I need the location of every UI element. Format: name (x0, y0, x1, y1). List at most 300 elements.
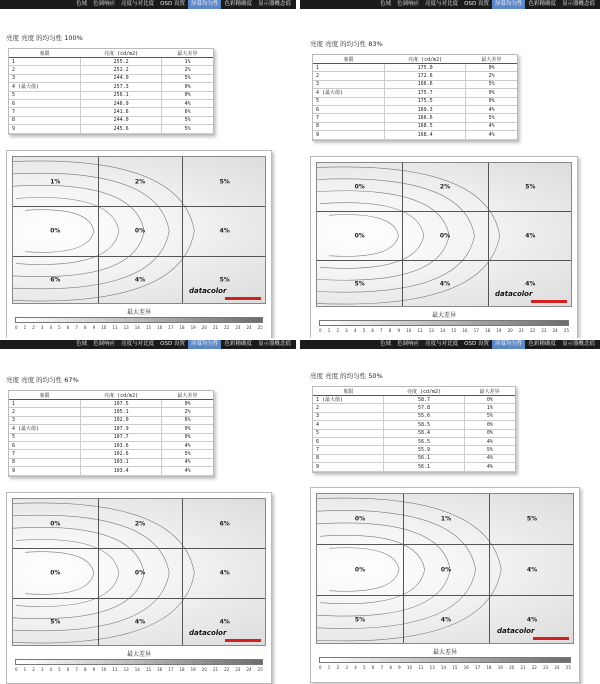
table-cell-q: 3 (313, 80, 385, 88)
scale-segment (65, 318, 75, 322)
grid-vline (488, 163, 489, 306)
table-cell-lum: 245.6 (81, 125, 162, 133)
table-cell-diff: 4% (162, 99, 213, 107)
scale-tick-label: 11 (112, 325, 118, 330)
scale-segment (430, 658, 440, 662)
scale-segment (174, 660, 184, 664)
quadrant-value: 4% (439, 280, 451, 288)
scale-segment (410, 658, 420, 662)
tab-item[interactable]: 色域 (380, 341, 392, 347)
scale-segment (16, 318, 26, 322)
scale-segment (213, 318, 223, 322)
table-cell-lum: 55.6 (384, 412, 464, 420)
table-cell-lum: 169.3 (385, 105, 466, 113)
table-cell-diff: 0% (466, 64, 517, 72)
scale-tick-label: 18 (179, 325, 185, 330)
grid-hline (13, 256, 265, 257)
contour-line (317, 510, 476, 628)
datacolor-logo: datacolor (495, 290, 533, 298)
scale-segment (114, 660, 124, 664)
tab-item[interactable]: 亮度与对比度 (121, 341, 155, 347)
scale-segment (95, 660, 105, 664)
table-cell-diff: 0% (464, 396, 515, 404)
table-cell-q: 9 (313, 463, 384, 471)
table-header-cell: 亮度 (cd/m2) (384, 387, 464, 396)
table-cell-q: 5 (313, 97, 385, 105)
table-cell-q: 2 (313, 404, 384, 412)
scale-segment (36, 660, 46, 664)
scale-segment (154, 318, 164, 322)
scale-tick-label: 17 (475, 665, 481, 670)
table-cell-lum: 255.2 (81, 58, 162, 66)
scale-segment (540, 658, 550, 662)
scale-tick-label: 10 (101, 667, 107, 672)
max-diff-label: 最大差异 (126, 309, 152, 316)
table-cell-q: 2 (313, 72, 385, 80)
scale-tick-label: 16 (463, 665, 469, 670)
scale-segment (233, 318, 243, 322)
scale-tick-label: 0 (15, 325, 18, 330)
table-row (9, 66, 213, 74)
table-header-cell: 最大差异 (162, 391, 213, 400)
max-diff-label: 最大差异 (431, 312, 457, 319)
scale-segment (203, 318, 213, 322)
scale-tick-label: 0 (319, 665, 322, 670)
scale-segment (36, 318, 46, 322)
contour-line (317, 179, 474, 292)
table-header-cell: 亮度 (cd/m2) (81, 49, 162, 58)
uniformity-panel (0, 0, 296, 338)
contour-line (317, 523, 450, 616)
quadrant-value: 0% (354, 232, 365, 239)
table-cell-lum: 172.6 (385, 72, 466, 80)
scale-segment (85, 318, 95, 322)
tab-item[interactable]: 屏幕均匀性 (492, 0, 526, 9)
tab-item[interactable]: 色彩精确度 (224, 341, 252, 347)
datacolor-logo: datacolor (189, 629, 227, 637)
table-cell-diff: 1% (162, 58, 213, 66)
tab-item[interactable]: 亮度与对比度 (121, 1, 155, 7)
scale-segment (124, 660, 134, 664)
table-cell-q: 3 (9, 416, 81, 424)
gray-scale-bar (15, 317, 263, 323)
table-row (313, 64, 517, 72)
scale-tick-label: 3 (345, 328, 348, 333)
scale-segment (193, 660, 203, 664)
scale-segment (223, 318, 233, 322)
tab-item[interactable]: 显示器概念值 (257, 1, 291, 7)
scale-tick-label: 22 (224, 667, 230, 672)
uniformity-panel (300, 340, 600, 684)
scale-segment (183, 318, 193, 322)
quadrant-value: 0% (50, 227, 61, 235)
tab-item[interactable]: OSD 设置 (160, 1, 185, 7)
table-row (313, 396, 515, 404)
table-cell-diff: 5% (464, 446, 515, 454)
scale-segment (510, 658, 520, 662)
tab-item[interactable]: 亮度与对比度 (425, 1, 459, 7)
table-cell-q: 2 (9, 66, 81, 74)
scale-segment (489, 321, 499, 325)
tab-item[interactable]: 色域 (76, 1, 88, 7)
grid-vline (182, 157, 183, 303)
scale-tick-label: 18 (179, 667, 185, 672)
table-cell-diff: 0% (162, 83, 213, 91)
scale-tick-label: 8 (388, 328, 392, 333)
table-row (9, 83, 213, 91)
table-cell-lum: 102.0 (81, 416, 162, 424)
table-cell-diff: 5% (162, 74, 213, 82)
table-cell-q: 4 (最大值) (9, 83, 81, 91)
scale-tick-label: 20 (507, 328, 513, 333)
table-cell-lum: 168.5 (385, 122, 466, 130)
tab-list (377, 340, 598, 349)
scale-tick-label: 10 (101, 325, 107, 330)
scale-segment (213, 660, 223, 664)
table-cell-lum: 166.6 (385, 80, 466, 88)
table-cell-lum: 56.5 (384, 437, 464, 445)
scale-tick-label: 17 (473, 328, 479, 333)
scale-segment (183, 660, 193, 664)
scale-ticks (15, 667, 263, 672)
table-cell-lum: 252.2 (81, 66, 162, 74)
table-cell-diff: 5% (162, 116, 213, 124)
scale-tick-label: 4 (49, 667, 53, 672)
quadrant-value: 0% (50, 520, 61, 528)
scale-ticks (319, 665, 571, 670)
scale-tick-label: 2 (32, 325, 35, 330)
table-cell-diff: 4% (464, 437, 515, 445)
scale-segment (558, 321, 568, 325)
quadrant-value: 4% (440, 616, 452, 624)
quadrant-value: 5% (525, 183, 536, 191)
table-cell-lum: 166.6 (385, 114, 466, 122)
table-cell-q: 3 (313, 412, 384, 420)
scale-tick-label: 7 (75, 667, 78, 672)
table-cell-q: 9 (9, 467, 81, 475)
table-row (9, 433, 213, 441)
scale-segment (164, 318, 174, 322)
table-row (9, 408, 213, 416)
scale-segment (340, 321, 350, 325)
scale-tick-label: 1 (327, 328, 331, 333)
table-cell-diff: 4% (466, 122, 517, 130)
quadrant-value: 0% (50, 569, 61, 577)
grid-hline (317, 260, 571, 261)
logo-bar (531, 300, 567, 303)
scale-tick-label: 8 (84, 667, 87, 672)
scale-tick-label: 18 (486, 665, 492, 670)
scale-segment (479, 321, 489, 325)
scale-segment (350, 321, 360, 325)
table-cell-diff: 5% (162, 450, 213, 458)
tab-list (73, 340, 294, 349)
table-row (9, 58, 213, 66)
table-cell-lum: 103.4 (81, 467, 162, 475)
luminance-table (313, 55, 517, 140)
scale-tick-label: 24 (246, 325, 252, 330)
scale-tick-label: 5 (58, 325, 61, 330)
tab-item[interactable]: 屏幕均匀性 (188, 340, 222, 349)
scale-tick-label: 25 (563, 328, 569, 333)
quadrant-value: 0% (440, 566, 452, 573)
scale-tick-label: 22 (530, 328, 536, 333)
table-row (313, 412, 515, 420)
table-row (9, 450, 213, 458)
tab-item[interactable]: 色调响应 (93, 341, 116, 347)
tab-item[interactable]: 色调响应 (397, 1, 420, 7)
table-cell-lum: 168.4 (385, 131, 466, 139)
tab-item[interactable]: 屏幕均匀性 (492, 340, 526, 349)
scale-segment (419, 321, 429, 325)
tab-item[interactable]: 显示器概念值 (561, 1, 595, 7)
tab-item[interactable]: 色域 (76, 341, 88, 347)
scale-segment (440, 658, 450, 662)
quadrant-table (8, 390, 214, 477)
scale-segment (330, 658, 340, 662)
scale-segment (548, 321, 558, 325)
scale-tick-label: 25 (257, 667, 263, 672)
scale-tick-label: 7 (380, 665, 384, 670)
tab-item[interactable]: 色彩精确度 (224, 1, 252, 7)
scale-tick-label: 15 (451, 328, 457, 333)
scale-segment (460, 658, 470, 662)
tab-item[interactable]: 色彩精确度 (528, 341, 556, 347)
scale-tick-label: 10 (406, 328, 412, 333)
scale-tick-label: 1 (23, 325, 27, 330)
scale-tick-label: 14 (134, 667, 140, 672)
scale-segment (480, 658, 490, 662)
tab-item[interactable]: 色调响应 (93, 1, 116, 7)
scale-tick-label: 13 (428, 328, 434, 333)
tab-list (73, 0, 294, 9)
scale-tick-label: 24 (246, 667, 252, 672)
uniformity-map (6, 150, 272, 338)
scale-segment (360, 321, 370, 325)
table-cell-lum: 58.5 (384, 421, 464, 429)
scale-segment (223, 660, 233, 664)
table-cell-diff: 0% (162, 433, 213, 441)
table-row (313, 429, 515, 437)
scale-segment (114, 318, 124, 322)
scale-segment (429, 321, 439, 325)
scale-tick-label: 19 (496, 328, 502, 333)
grid-vline (182, 499, 183, 645)
table-cell-diff: 4% (162, 458, 213, 466)
scale-tick-label: 21 (212, 667, 219, 672)
table-row (9, 400, 213, 408)
scale-tick-label: 6 (371, 328, 374, 333)
table-cell-diff: 4% (162, 467, 213, 475)
table-cell-diff: 2% (466, 72, 517, 80)
scale-tick-label: 17 (168, 325, 174, 330)
table-cell-q: 1 (313, 64, 385, 72)
table-row (313, 80, 517, 88)
table-header-row (313, 387, 515, 396)
table-cell-lum: 244.0 (81, 74, 162, 82)
scale-segment (550, 658, 560, 662)
scale-tick-label: 16 (462, 328, 468, 333)
table-cell-lum: 241.6 (81, 108, 162, 116)
table-cell-lum: 58.7 (384, 396, 464, 404)
contour-line (13, 503, 194, 643)
contour-line (13, 173, 169, 289)
scale-tick-label: 18 (485, 328, 491, 333)
table-cell-q: 7 (9, 108, 81, 116)
scale-tick-label: 13 (429, 665, 435, 670)
panel-title: 亮度 亮度 的均匀性 67% (6, 376, 79, 384)
heatmap-grid (12, 498, 266, 646)
scale-segment (252, 660, 262, 664)
scale-segment (320, 658, 330, 662)
table-row (9, 425, 213, 433)
table-cell-q: 8 (9, 458, 81, 466)
scale-tick-label: 14 (134, 325, 140, 330)
tab-item[interactable]: 色调响应 (397, 341, 420, 347)
quadrant-value: 0% (134, 569, 146, 577)
table-cell-q: 7 (313, 446, 384, 454)
table-cell-lum: 55.9 (384, 446, 464, 454)
quadrant-value: 4% (526, 566, 538, 573)
table-cell-diff: 0% (464, 421, 515, 429)
scale-segment (242, 660, 252, 664)
scale-segment (134, 660, 144, 664)
table-cell-q: 3 (9, 74, 81, 82)
table-header-cell: 最大差异 (162, 49, 213, 58)
table-cell-q: 6 (313, 437, 384, 445)
quadrant-value: 4% (134, 618, 146, 626)
scale-segment (370, 321, 380, 325)
scale-segment (85, 660, 95, 664)
table-row (9, 125, 213, 133)
scale-tick-label: 5 (362, 665, 366, 670)
contour-line (320, 203, 424, 269)
grid-vline (98, 157, 99, 303)
contour-line (13, 515, 169, 631)
uniformity-map (310, 487, 580, 683)
tab-item[interactable]: 色域 (380, 1, 392, 7)
scale-tick-label: 4 (49, 325, 53, 330)
tab-item[interactable]: OSD 设置 (464, 341, 489, 347)
quadrant-table (312, 54, 518, 141)
scale-tick-label: 20 (509, 665, 515, 670)
tab-item[interactable]: OSD 设置 (160, 341, 185, 347)
tab-item[interactable]: 屏幕均匀性 (188, 0, 222, 9)
tab-item[interactable]: 显示器概念值 (257, 341, 291, 347)
tab-item[interactable]: 色彩精确度 (528, 1, 556, 7)
scale-tick-label: 9 (397, 328, 401, 333)
scale-tick-label: 23 (541, 328, 547, 333)
scale-segment (380, 321, 390, 325)
table-cell-diff: 0% (464, 429, 515, 437)
tab-item[interactable]: 亮度与对比度 (425, 341, 459, 347)
table-cell-diff: 6% (162, 108, 213, 116)
tab-item[interactable]: 显示器概念值 (561, 341, 595, 347)
logo-bar (225, 297, 261, 300)
table-cell-lum: 103.6 (81, 441, 162, 449)
table-cell-lum: 107.7 (81, 433, 162, 441)
scale-tick-label: 1 (23, 667, 27, 672)
table-cell-lum: 175.0 (385, 64, 466, 72)
table-header-row (9, 49, 213, 58)
grid-vline (403, 494, 404, 643)
scale-tick-label: 21 (520, 665, 526, 670)
heatmap-grid (316, 162, 572, 307)
table-header-row (9, 391, 213, 400)
table-cell-q: 7 (9, 450, 81, 458)
table-cell-diff: 0% (162, 400, 213, 408)
scale-tick-label: 3 (40, 325, 44, 330)
scale-segment (46, 318, 56, 322)
quadrant-value: 4% (525, 280, 536, 288)
scale-tick-label: 17 (168, 667, 174, 672)
scale-segment (75, 660, 85, 664)
table-cell-lum: 103.1 (81, 458, 162, 466)
scale-tick-label: 16 (157, 325, 163, 330)
scale-tick-label: 2 (336, 665, 340, 670)
scale-tick-label: 22 (224, 325, 230, 330)
scale-segment (26, 318, 36, 322)
scale-segment (560, 658, 570, 662)
table-cell-lum: 244.0 (81, 116, 162, 124)
quadrant-table (8, 48, 214, 135)
scale-segment (500, 658, 510, 662)
table-cell-lum: 57.8 (384, 404, 464, 412)
scale-tick-label: 19 (190, 667, 196, 672)
contour-line (320, 535, 424, 603)
grid-hline (317, 211, 571, 212)
scale-segment (390, 658, 400, 662)
table-cell-q: 4 (313, 421, 384, 429)
table-cell-q: 7 (313, 114, 385, 122)
max-diff-label: 最大差异 (126, 651, 152, 658)
table-cell-q: 6 (9, 99, 81, 107)
table-cell-q: 9 (9, 125, 81, 133)
grid-vline (98, 499, 99, 645)
table-row (313, 404, 515, 412)
table-header-cell: 亮度 (cd/m2) (385, 55, 466, 64)
table-cell-q: 1 (9, 400, 81, 408)
quadrant-value: 5% (354, 616, 366, 624)
scale-tick-label: 3 (345, 665, 348, 670)
scale-segment (320, 321, 330, 325)
scale-segment (409, 321, 419, 325)
scale-segment (105, 318, 115, 322)
tab-item[interactable]: OSD 设置 (464, 1, 489, 7)
table-cell-diff: 6% (162, 416, 213, 424)
quadrant-value: 5% (526, 515, 538, 523)
table-cell-diff: 5% (162, 125, 213, 133)
scale-segment (75, 318, 85, 322)
grid-hline (317, 595, 573, 596)
scale-tick-label: 22 (531, 665, 537, 670)
quadrant-value: 4% (526, 616, 538, 624)
scale-tick-label: 25 (257, 325, 263, 330)
table-header-cell: 最大差异 (464, 387, 515, 396)
table-cell-diff: 5% (466, 80, 517, 88)
logo-bar (225, 639, 261, 642)
table-cell-diff: 4% (162, 441, 213, 449)
gray-scale-bar (319, 657, 571, 663)
uniformity-map (6, 492, 272, 684)
table-cell-q: 4 (最大值) (9, 425, 81, 433)
scale-tick-label: 6 (66, 325, 70, 330)
scale-segment (469, 321, 479, 325)
scale-segment (490, 658, 500, 662)
top-tab-bar (0, 0, 296, 9)
scale-tick-label: 24 (552, 328, 558, 333)
table-row (313, 131, 517, 139)
